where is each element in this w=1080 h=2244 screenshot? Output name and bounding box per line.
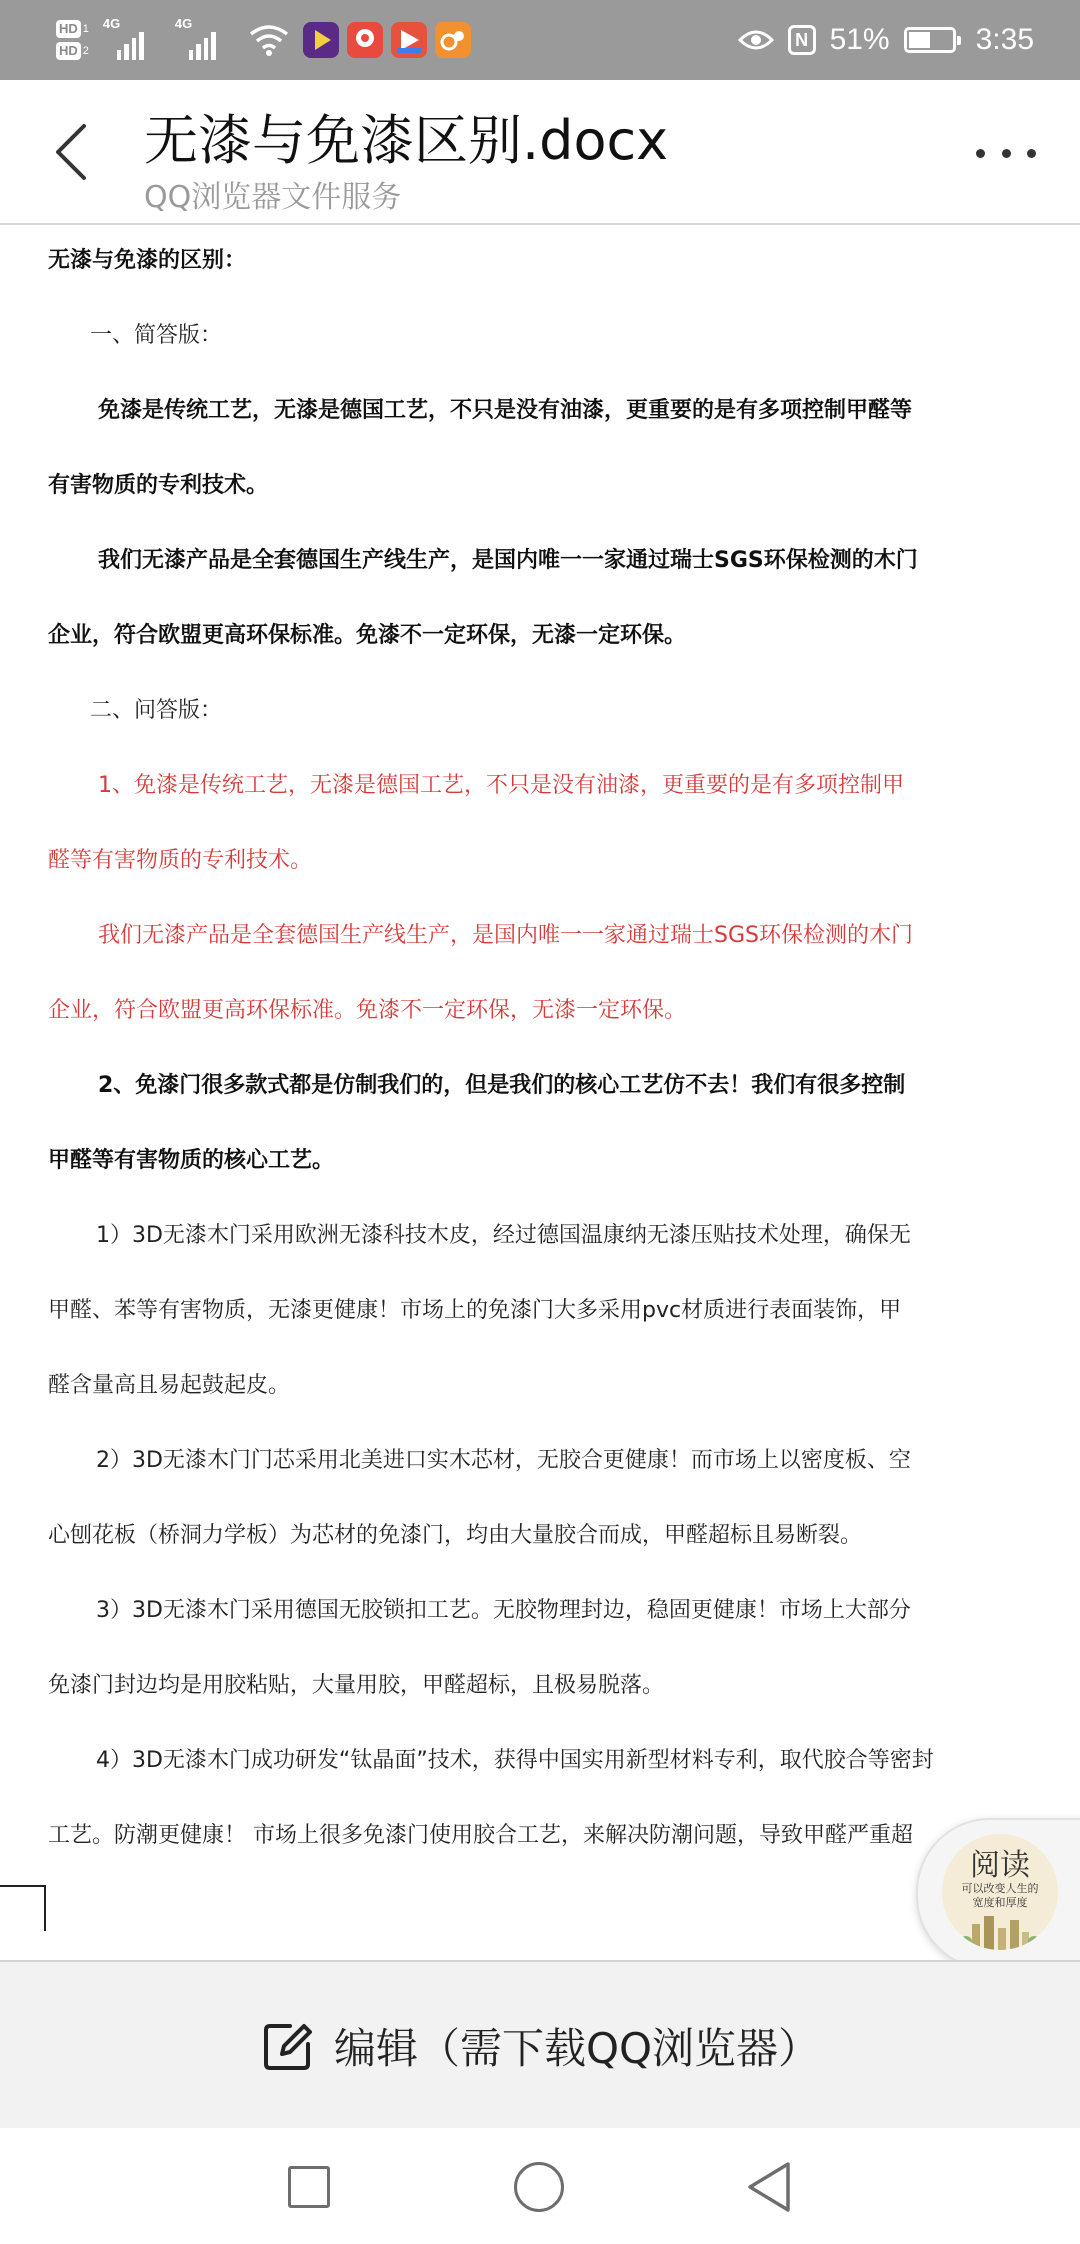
read-badge[interactable]: [916, 1818, 1080, 1970]
doc-line: 4）3D无漆木门成功研发“钛晶面”技术，获得中国实用新型材料专利，取代胶合等密封: [96, 1748, 934, 1773]
video-app-icon: [303, 22, 339, 58]
edit-button-label: 编辑（需下载QQ浏览器）: [333, 2024, 821, 2073]
edit-button[interactable]: [0, 1962, 1080, 2130]
read-badge-title: 阅读: [970, 1848, 1030, 1883]
edit-bar: [0, 1960, 1080, 2130]
eye-comfort-icon: [738, 27, 774, 53]
more-dots-icon: [1027, 149, 1036, 158]
back-button[interactable]: [40, 112, 100, 192]
app-header: [0, 80, 1080, 225]
city-skyline-icon: [942, 1910, 1058, 1950]
read-badge-line1: 可以改变人生的: [961, 1882, 1039, 1895]
home-button[interactable]: [514, 2162, 564, 2212]
app-store-icon: [391, 22, 427, 58]
hd1-label: HD: [56, 20, 81, 38]
hd-icon: [56, 20, 89, 60]
doc-line: 2、免漆门很多款式都是仿制我们的，但是我们的核心工艺仿不去！我们有很多控制: [98, 1073, 906, 1098]
doc-line: 我们无漆产品是全套德国生产线生产，是国内唯一一家通过瑞士SGS环保检测的木门: [98, 548, 918, 573]
doc-line: 醛含量高且易起鼓起皮。: [48, 1373, 291, 1398]
doc-line: 免漆门封边均是用胶粘贴，大量用胶，甲醛超标，且极易脱落。: [48, 1673, 665, 1698]
hd2-label: HD: [56, 42, 81, 60]
status-bar: [0, 0, 1080, 80]
doc-line: 2）3D无漆木门门芯采用北美进口实木芯材，无胶合更健康！而市场上以密度板、空: [96, 1448, 911, 1473]
page-corner-mark: [0, 1885, 46, 1931]
page-subtitle: QQ浏览器文件服务: [144, 180, 402, 215]
battery-icon: [904, 27, 956, 53]
more-button[interactable]: [976, 138, 1036, 168]
hd1-sub: 1: [82, 23, 89, 35]
edit-icon: [260, 2018, 316, 2074]
system-nav-bar: [0, 2128, 1080, 2244]
page-title: 无漆与免漆区别.docx: [144, 109, 669, 172]
hd2-sub: 2: [82, 45, 89, 57]
uc-browser-icon: [435, 22, 471, 58]
signal1-label: 4G: [102, 16, 121, 31]
doc-line: 心刨花板（桥洞力学板）为芯材的免漆门，均由大量胶合而成，甲醛超标且易断裂。: [48, 1523, 863, 1548]
doc-line: 1）3D无漆木门采用欧洲无漆科技木皮，经过德国温康纳无漆压贴技术处理，确保无: [96, 1223, 911, 1248]
doc-line: 工艺。防潮更健康！ 市场上很多免漆门使用胶合工艺，来解决防潮问题，导致甲醛严重超: [48, 1823, 913, 1848]
doc-line: 免漆是传统工艺，无漆是德国工艺，不只是没有油漆，更重要的是有多项控制甲醛等: [98, 398, 913, 423]
signal-icon: [174, 16, 219, 60]
doc-line: 一、简答版：: [90, 323, 223, 348]
chevron-left-icon: [40, 112, 100, 192]
nfc-icon: N: [788, 25, 816, 55]
doc-line: 企业，符合欧盟更高环保标准。免漆不一定环保，无漆一定环保。: [48, 623, 687, 648]
more-dots-icon: [1002, 149, 1011, 158]
nav-back-icon[interactable]: [744, 2160, 794, 2214]
doc-line: 甲醛等有害物质的核心工艺。: [48, 1148, 335, 1173]
wifi-icon: [249, 24, 289, 56]
qq-browser-icon: [347, 22, 383, 58]
doc-line: 无漆与免漆的区别：: [48, 248, 247, 273]
signal-icon: [102, 16, 147, 60]
doc-line: 二、问答版：: [90, 698, 223, 723]
doc-line: 3）3D无漆木门采用德国无胶锁扣工艺。无胶物理封边，稳固更健康！市场上大部分: [96, 1598, 911, 1623]
doc-line: 甲醛、苯等有害物质，无漆更健康！市场上的免漆门大多采用pvc材质进行表面装饰，甲: [48, 1298, 902, 1323]
read-badge-line2: 宽度和厚度: [972, 1896, 1028, 1909]
doc-line: 我们无漆产品是全套德国生产线生产，是国内唯一一家通过瑞士SGS环保检测的木门: [98, 923, 913, 948]
read-badge-logo: [942, 1834, 1058, 1950]
battery-percent: 51%: [829, 23, 890, 56]
doc-line: 1、免漆是传统工艺，无漆是德国工艺，不只是没有油漆，更重要的是有多项控制甲: [98, 773, 904, 798]
doc-line: 企业，符合欧盟更高环保标准。免漆不一定环保，无漆一定环保。: [48, 998, 687, 1023]
signal2-label: 4G: [174, 16, 193, 31]
recent-apps-button[interactable]: [288, 2166, 330, 2208]
doc-line: 有害物质的专利技术。: [48, 473, 269, 498]
document-view[interactable]: [0, 225, 1080, 1960]
doc-line: 醛等有害物质的专利技术。: [48, 848, 313, 873]
more-dots-icon: [976, 149, 985, 158]
clock: 3:35: [975, 23, 1034, 56]
